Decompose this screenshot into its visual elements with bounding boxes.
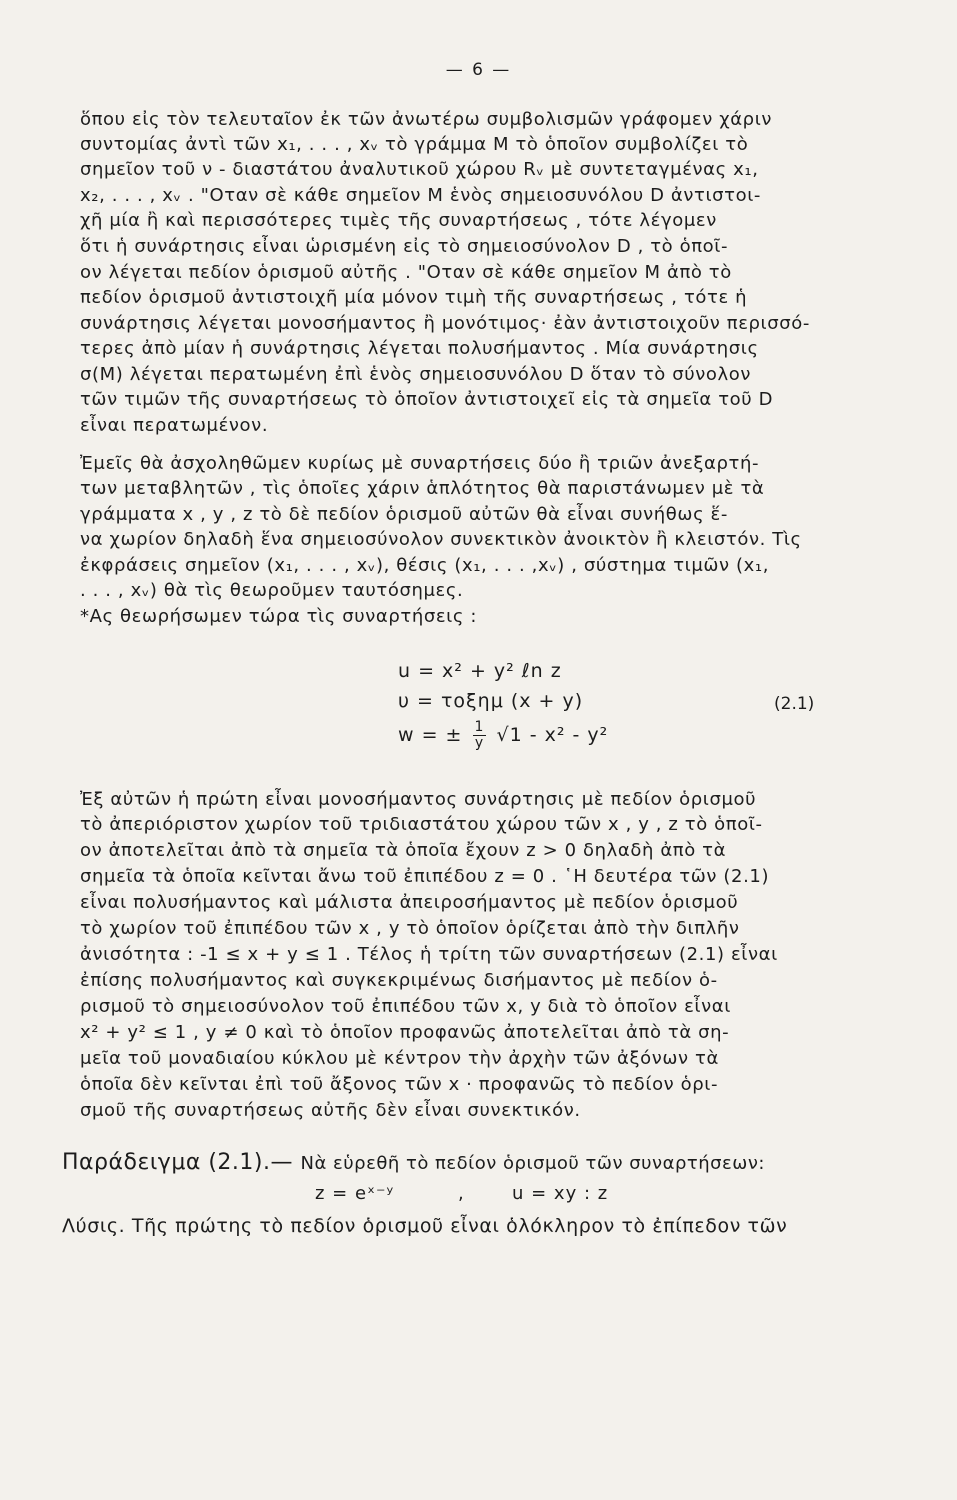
paragraph-3-line: σμοῦ τῆς συναρτήσεως αὐτῆς δὲν εἶναι συνεκτικόν.	[80, 1100, 581, 1121]
example-equation-separator: ,	[458, 1183, 465, 1204]
paragraph-2-line: ἐκφράσεις σημεῖον (x₁, . . . , xᵥ), θέσις (x₁, . . . ,xᵥ) , σύστημα τιμῶν (x₁,	[80, 555, 770, 576]
solution-line	[62, 1214, 902, 1238]
paragraph-1-line: τερες ἀπὸ μίαν ἡ συνάρτησις λέγεται πολυσήμαντος . Μία συνάρτησις	[80, 338, 759, 359]
paragraph-3-line: σημεῖα τὰ ὁποῖα κεῖνται ἄνω τοῦ ἐπιπέδου z = 0 . ῾Η δευτέρα τῶν (2.1)	[80, 866, 770, 887]
paragraph-1-line: x₂, . . . , xᵥ . "Οταν σὲ κάθε σημεῖον M ἑνὸς σημειοσυνόλου D ἀντιστοι-	[80, 185, 762, 206]
paragraph-1-line: συνάρτησις λέγεται μονοσήμαντος ἢ μονότιμος· ἐὰν ἀντιστοιχοῦν περισσό-	[80, 313, 810, 334]
equation-w-left: w = ±	[398, 724, 463, 746]
solution-label: Λύσις.	[62, 1215, 126, 1237]
paragraph-1-line: ὅτι ἡ συνάρτησις εἶναι ὡρισμένη εἰς τὸ σημειοσύνολον D , τὸ ὁποῖ-	[80, 236, 729, 257]
paragraph-1-line: σ(M) λέγεται περατωμένη ἐπὶ ἑνὸς σημειοσυνόλου D ὅταν τὸ σύνολον	[80, 364, 752, 385]
paragraph-3-line: ον ἀποτελεῖται ἀπὸ τὰ σημεῖα τὰ ὁποῖα ἔχουν z > 0 δηλαδὴ ἀπὸ τὰ	[80, 840, 727, 861]
paragraph-1-line: εἶναι περατωμένον.	[80, 415, 269, 436]
equation-w-root: √1 - x² - y²	[496, 724, 609, 746]
equation-w	[398, 720, 608, 751]
example-title: Παράδειγμα	[62, 1150, 201, 1175]
paragraph-3-line: ἐπίσης πολυσήμαντος καὶ συγκεκριμένως δισήμαντος μὲ πεδίον ὁ-	[80, 970, 718, 991]
equation-label: (2.1)	[774, 694, 815, 714]
paragraph-3-line: ἀνισότητα : -1 ≤ x + y ≤ 1 . Τέλος ἡ τρίτη τῶν συναρτήσεων (2.1) εἶναι	[80, 944, 778, 965]
paragraph-3-line: ρισμοῦ τὸ σημειοσύνολον τοῦ ἐπιπέδου τῶν x, y διὰ τὸ ὁποῖον εἶναι	[80, 996, 731, 1017]
paragraph-2-line: γράμματα x , y , z τὸ δὲ πεδίον ὁρισμοῦ αὐτῶν θὰ εἶναι συνήθως ἕ-	[80, 504, 728, 525]
equation-v: υ = τοξημ (x + y)	[398, 690, 584, 712]
paragraph-2-line: . . . , xᵥ) θὰ τὶς θεωροῦμεν ταυτόσημες.	[80, 580, 464, 601]
paragraph-1-line: ὅπου εἰς τὸν τελευταῖον ἐκ τῶν ἀνωτέρω συμβολισμῶν γράφομεν χάριν	[80, 109, 773, 130]
paragraph-3-line: τὸ χωρίον τοῦ ἐπιπέδου τῶν x , y τὸ ὁποῖον ὁρίζεται ἀπὸ τὴν διπλῆν	[80, 918, 740, 939]
page-number: — 6 —	[445, 60, 512, 80]
paragraph-1-line: ον λέγεται πεδίον ὁρισμοῦ αὐτῆς . "Οταν σὲ κάθε σημεῖον M ἀπὸ τὸ	[80, 262, 732, 283]
example-heading	[62, 1150, 765, 1175]
equation-w-fraction	[473, 720, 487, 751]
paragraph-1-line: πεδίον ὁρισμοῦ ἀντιστοιχῆ μία μόνον τιμὴ τῆς συναρτήσεως , τότε ἡ	[80, 287, 748, 308]
paragraph-3-line: μεῖα τοῦ μοναδιαίου κύκλου μὲ κέντρον τὴν ἀρχὴν τῶν ἀξόνων τὰ	[80, 1048, 719, 1069]
paragraph-1-line: χῆ μία ἢ καὶ περισσότερες τιμὲς τῆς συναρτήσεως , τότε λέγομεν	[80, 210, 717, 231]
paragraph-1-line: τῶν τιμῶν τῆς συναρτήσεως τὸ ὁποῖον ἀντιστοιχεῖ εἰς τὰ σημεῖα τοῦ D	[80, 389, 774, 410]
example-number: (2.1).—	[208, 1150, 293, 1175]
paragraph-2-line: *Ας θεωρήσωμεν τώρα τὶς συναρτήσεις :	[80, 606, 478, 627]
example-text: Νὰ εὑρεθῆ τὸ πεδίον ὁρισμοῦ τῶν συναρτήσεων:	[300, 1153, 765, 1174]
paragraph-2-line: των μεταβλητῶν , τὶς ὁποῖες χάριν ἁπλότητος θὰ παριστάνωμεν μὲ τὰ	[80, 478, 765, 499]
example-equation-u: u = xy : z	[512, 1183, 609, 1204]
fraction-denominator: y	[474, 735, 485, 751]
fraction-numerator: 1	[474, 719, 485, 735]
equation-u: u = x² + y² ℓn z	[398, 660, 562, 682]
paragraph-1-line: συντομίας ἀντὶ τῶν x₁, . . . , xᵥ τὸ γράμμα M τὸ ὁποῖον συμβολίζει τὸ	[80, 134, 749, 155]
paragraph-3-line: x² + y² ≤ 1 , y ≠ 0 καὶ τὸ ὁποῖον προφανῶς ἀποτελεῖται ἀπὸ τὰ ση-	[80, 1022, 730, 1043]
paragraph-1-line: σημεῖον τοῦ ν - διαστάτου ἀναλυτικοῦ χώρου Rᵥ μὲ συντεταγμένας x₁,	[80, 159, 759, 180]
solution-text: Τῆς πρώτης τὸ πεδίον ὁρισμοῦ εἶναι ὁλόκληρον τὸ ἐπίπεδον τῶν	[131, 1215, 788, 1237]
paragraph-3-line: εἶναι πολυσήμαντος καὶ μάλιστα ἀπειροσήμαντος μὲ πεδίον ὁρισμοῦ	[80, 892, 739, 913]
paragraph-2-line: Ἐμεῖς θὰ ἀσχοληθῶμεν κυρίως μὲ συναρτήσεις δύο ἢ τριῶν ἀνεξαρτή-	[80, 453, 760, 474]
paragraph-2-line: να χωρίον δηλαδὴ ἕνα σημειοσύνολον συνεκτικὸν ἀνοικτὸν ἢ κλειστόν. Τὶς	[80, 529, 802, 550]
paragraph-3-line: τὸ ἀπεριόριστον χωρίον τοῦ τριδιαστάτου χώρου τῶν x , y , z τὸ ὁποῖ-	[80, 814, 763, 835]
paragraph-3-line: Ἐξ αὐτῶν ἡ πρώτη εἶναι μονοσήμαντος συνάρτησις μὲ πεδίον ὁρισμοῦ	[80, 789, 757, 810]
paragraph-3-line: ὁποῖα δὲν κεῖνται ἐπὶ τοῦ ἄξονος τῶν x · προφανῶς τὸ πεδίον ὁρι-	[80, 1074, 719, 1095]
example-equation-z: z = eˣ⁻ʸ	[315, 1183, 395, 1204]
